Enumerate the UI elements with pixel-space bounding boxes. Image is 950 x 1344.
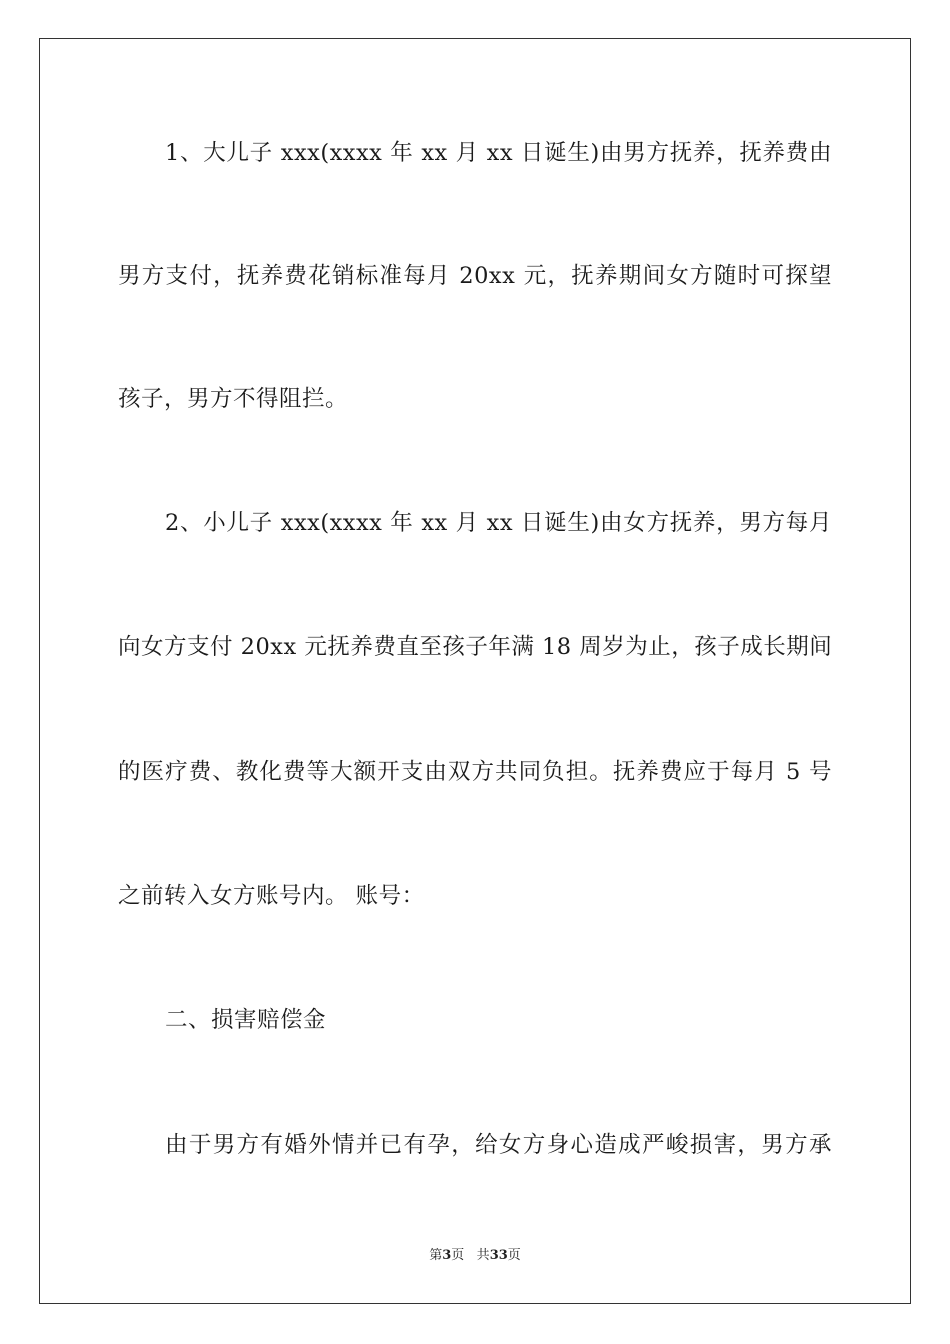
paragraph-line-3: 孩子，男方不得阻拦。 — [118, 386, 349, 412]
footer-page-current: 3 — [442, 1248, 452, 1263]
paragraph-line-2: 男方支付，抚养费花销标准每月 20xx 元，抚养期间女方随时可探望 — [118, 263, 832, 289]
page-border — [39, 38, 911, 1304]
footer-page-unit: 页 — [451, 1248, 465, 1263]
paragraph-line-1: 1、大儿子 xxx(xxxx 年 xx 月 xx 日诞生)由男方抚养，抚养费由 — [165, 140, 832, 166]
paragraph-line-8: 由于男方有婚外情并已有孕，给女方身心造成严峻损害，男方承 — [165, 1132, 832, 1158]
footer-page-total: 33 — [489, 1248, 508, 1263]
paragraph-line-6: 的医疗费、教化费等大额开支由双方共同负担。抚养费应于每月 5 号 — [118, 759, 832, 785]
footer-page-prefix: 第 — [429, 1248, 443, 1263]
footer-total-unit: 页 — [507, 1248, 521, 1263]
page-footer — [0, 1248, 950, 1264]
paragraph-line-5: 向女方支付 20xx 元抚养费直至孩子年满 18 周岁为止，孩子成长期间 — [118, 634, 833, 660]
paragraph-line-4: 2、小儿子 xxx(xxxx 年 xx 月 xx 日诞生)由女方抚养，男方每月 — [165, 510, 832, 536]
paragraph-line-7: 之前转入女方账号内。 账号： — [118, 883, 425, 909]
section-heading: 二、损害赔偿金 — [165, 1007, 327, 1033]
footer-total-prefix: 共 — [476, 1248, 490, 1263]
